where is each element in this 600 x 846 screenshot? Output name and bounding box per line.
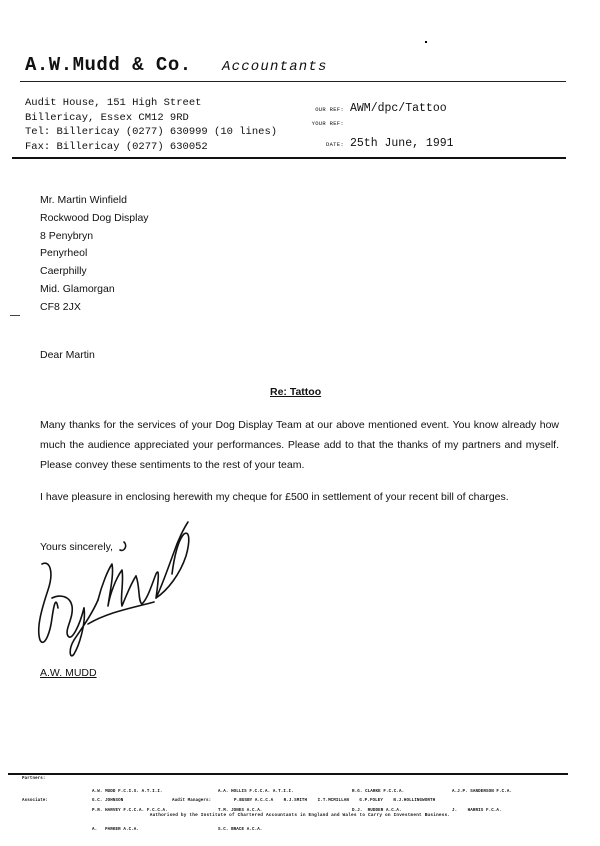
stray-mark	[425, 41, 427, 43]
audit-managers-label: Audit Managers:	[172, 799, 212, 803]
ref-row-your-ref	[304, 120, 454, 138]
ref-value: 25th June, 1991	[350, 137, 454, 150]
partner-name: T.M. JONES A.C.A.	[218, 809, 263, 814]
recipient-line: Mid. Glamorgan	[40, 282, 115, 295]
ref-label: YOUR REF:	[311, 119, 344, 127]
authorisation-notice: Authorised by the Institute of Chartered Accountants in England and Wales to Carry on Investment Business.	[149, 813, 451, 818]
firm-type: Accountants	[222, 59, 328, 75]
recipient-line: Rockwood Dog Display	[40, 211, 149, 224]
associate-name: G.C. JOHNSON	[92, 799, 124, 803]
associate-label: Associate:	[22, 799, 49, 803]
recipient-address	[40, 192, 149, 317]
partner-name: A.A. HOLLIS F.C.C.A. A.T.I.I.	[218, 789, 294, 794]
recipient-line: 8 Penybryn	[40, 229, 94, 242]
recipient-line: CF8 2JX	[40, 300, 81, 313]
fold-mark	[10, 315, 20, 316]
letterhead-rule	[12, 157, 566, 159]
ref-row-our-ref	[304, 102, 454, 120]
header-rule	[20, 81, 566, 82]
reference-block	[304, 102, 454, 155]
salutation: Dear Martin	[40, 349, 95, 361]
partner-name: R.G. CLARKE F.C.C.A.	[352, 789, 405, 794]
partner-name: A.J.P. SANDERSON F.C.A.	[452, 789, 513, 794]
address-line: Audit House, 151 High Street	[25, 97, 202, 109]
recipient-line: Caerphilly	[40, 265, 87, 278]
partner-name: P.R. HARVEY F.C.C.A. F.C.C.A.	[92, 809, 168, 814]
closing: Yours sincerely,	[40, 541, 113, 553]
ref-label: OUR REF:	[315, 106, 344, 113]
body-paragraph: I have pleasure in enclosing herewith my cheque for £500 in settlement of your recent bill of charges.	[40, 491, 509, 503]
partner-name: J. HARRIS F.C.A.	[452, 809, 502, 814]
subject-line: Re: Tattoo	[270, 386, 322, 398]
handwritten-signature	[28, 512, 203, 662]
partner-name: A.W. MUDD F.C.I.S. A.T.I.I.	[92, 789, 163, 794]
audit-managers: P.BUSBY A.C.C.A R.J.SMITH I.T.MCMILLAN G.P.FOLEY N.J.HOLLINGWORTH	[234, 799, 436, 803]
partner-name: D.J. RUDDER A.C.A.	[352, 809, 402, 814]
ref-row-date	[304, 137, 454, 155]
firm-address	[25, 96, 277, 154]
partner-name: S.C. BRACE A.C.A.	[218, 828, 263, 833]
address-line: Tel: Billericay (0277) 630999 (10 lines)	[25, 126, 278, 138]
ref-value: AWM/dpc/Tattoo	[350, 102, 447, 115]
partners-label: Partners:	[22, 777, 46, 781]
partners-column	[452, 776, 512, 827]
ref-label: DATE:	[325, 141, 344, 148]
address-line: Fax: Billericay (0277) 630052	[25, 140, 208, 153]
partners-column	[92, 776, 168, 846]
address-line: Billericay, Essex CM12 9RD	[25, 111, 189, 124]
recipient-line: Penyrheol	[40, 247, 88, 260]
partner-name: A. PARKER A.C.A.	[92, 828, 140, 833]
footer-rule	[8, 773, 568, 775]
firm-name: A.W.Mudd & Co.	[25, 54, 192, 76]
partners-column	[218, 776, 294, 846]
body-paragraph: Many thanks for the services of your Dog Display Team at our above mentioned event. You know already how much the audience appreciated your performances. Please add to that the thanks of my partners and myself. Please convey these sentiments to the rest of your team.	[40, 419, 559, 471]
recipient-line: Mr. Martin Winfield	[40, 194, 127, 206]
signatory-name: A.W. MUDD	[40, 667, 97, 679]
